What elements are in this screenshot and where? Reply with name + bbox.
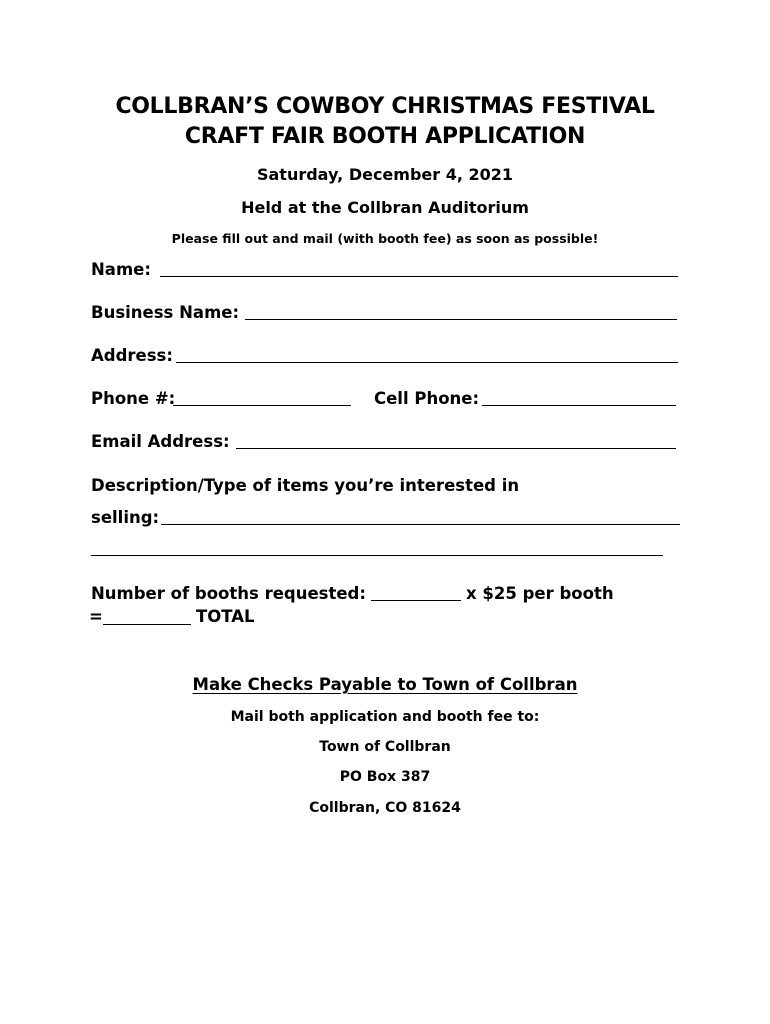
booths-requested-field[interactable] xyxy=(371,600,461,601)
phone-field[interactable] xyxy=(173,405,351,406)
description-field[interactable] xyxy=(161,524,680,525)
description-field-continued[interactable] xyxy=(91,555,663,556)
name-field[interactable] xyxy=(160,276,678,277)
mailing-address-line3: Collbran, CO 81624 xyxy=(309,800,461,816)
mailing-instruction: Please fill out and mail (with booth fee) as soon as possible! xyxy=(171,231,599,246)
email-field[interactable] xyxy=(236,448,676,449)
form-title-line2: CRAFT FAIR BOOTH APPLICATION xyxy=(184,124,586,149)
equals-sign: = xyxy=(89,607,103,626)
mailing-address-line2: PO Box 387 xyxy=(339,769,431,785)
cell-phone-field[interactable] xyxy=(482,405,676,406)
address-field[interactable] xyxy=(176,362,678,363)
address-label: Address: xyxy=(91,346,173,365)
booths-requested-label: Number of booths requested: xyxy=(91,584,366,603)
mailing-address-line1: Town of Collbran xyxy=(319,739,451,755)
description-label: Description/Type of items you’re interested in xyxy=(91,476,520,495)
cell-phone-label: Cell Phone: xyxy=(374,389,480,408)
name-label: Name: xyxy=(91,260,151,279)
selling-label: selling: xyxy=(91,508,160,527)
event-location: Held at the Collbran Auditorium xyxy=(241,198,529,217)
business-name-label: Business Name: xyxy=(91,303,240,322)
total-label: TOTAL xyxy=(196,607,255,626)
price-per-booth: x $25 per booth xyxy=(466,584,614,603)
mail-instruction: Mail both application and booth fee to: xyxy=(230,709,540,725)
email-label: Email Address: xyxy=(91,432,230,451)
phone-label: Phone #: xyxy=(91,389,176,408)
form-title-line1: COLLBRAN’S COWBOY CHRISTMAS FESTIVAL xyxy=(115,94,655,119)
business-name-field[interactable] xyxy=(245,319,677,320)
checks-payable-heading: Make Checks Payable to Town of Collbran xyxy=(192,675,578,694)
event-date: Saturday, December 4, 2021 xyxy=(256,165,514,184)
total-field[interactable] xyxy=(103,624,191,625)
